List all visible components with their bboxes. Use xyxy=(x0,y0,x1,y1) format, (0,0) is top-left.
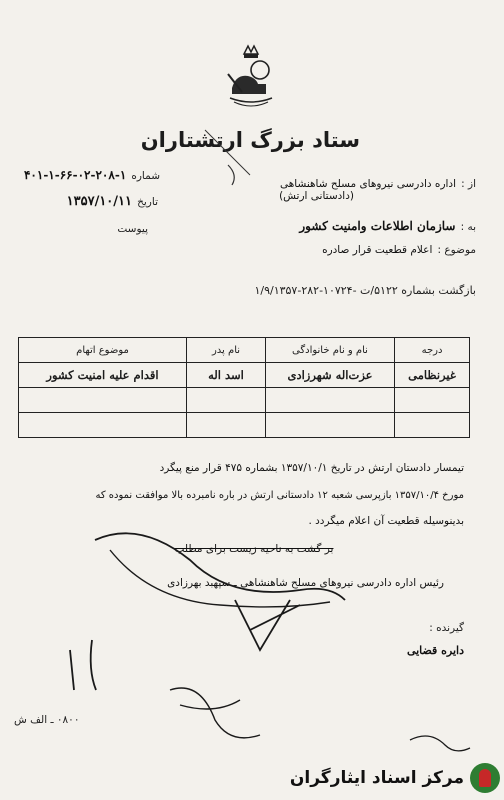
recipient-label: گیرنده : xyxy=(429,622,464,634)
table-cell-father: اسد اله xyxy=(187,363,266,388)
archive-flame-icon xyxy=(470,763,500,793)
subject-label: موضوع : xyxy=(437,244,476,256)
subject-line xyxy=(316,238,476,257)
reference-line: بازگشت بشماره ۵۱۲۲/ت -۱۰۷۲۴-۲۸۲-۱/۹/۱۳۵۷ xyxy=(254,284,476,297)
signer-title: رئیس اداره دادرسی نیروهای مسلح شاهنشاهی ـ سپهبد بهرزادی xyxy=(167,577,444,589)
date-label: تاریخ xyxy=(137,196,158,208)
table-cell-rank: غیرنظامی xyxy=(395,363,470,388)
number-label: شماره xyxy=(131,170,160,182)
table-row xyxy=(19,413,470,438)
letter-date xyxy=(58,190,158,209)
attachment-label: پیوست xyxy=(117,223,148,235)
table-row xyxy=(19,363,470,388)
lion-and-sun-emblem-icon xyxy=(222,44,280,110)
from-sub: (دادستانی ارتش) xyxy=(279,190,354,202)
subject-value: اعلام قطعیت قرار صادره xyxy=(322,244,433,256)
to-line xyxy=(286,215,476,234)
brand-logo xyxy=(290,760,500,796)
table-row xyxy=(19,388,470,413)
body-line-1: تیمسار دادستان ارتش در تاریخ ۱۳۵۷/۱۰/۱ بشماره ۴۷۵ قرار منع پیگرد xyxy=(159,462,464,474)
table-header: درجه xyxy=(395,338,470,363)
to-value: سازمان اطلاعات وامنیت کشور xyxy=(299,219,456,233)
organization-title: ستاد بزرگ ارتشتاران xyxy=(140,128,360,152)
body-line-2: مورخ ۱۳۵۷/۱۰/۴ بازپرسی شعبه ۱۲ دادستانی ارتش در باره نامبرده بالا موافقت نموده که xyxy=(95,490,464,501)
table-header: نام و نام خانوادگی xyxy=(266,338,395,363)
table-header-row xyxy=(19,338,470,363)
body-line-3: بدینوسیله قطعیت آن اعلام میگردد . xyxy=(308,515,464,527)
table-header: موضوع اتهام xyxy=(19,338,187,363)
recipient-value: دایره قضایی xyxy=(406,644,464,657)
table-cell-name: عزت‌اله شهرزادی xyxy=(266,363,395,388)
letter-number xyxy=(23,164,160,183)
table-cell-charge: اقدام علیه امنیت کشور xyxy=(19,363,187,388)
number-value: ۱-۲۰۸-۰۲-۶۶-۱-۴۰۱ xyxy=(23,168,127,182)
date-value: ۱۳۵۷/۱۰/۱۱ xyxy=(66,194,132,209)
accused-table xyxy=(18,337,470,438)
brand-logo-text: مرکز اسناد ایثارگران xyxy=(289,768,464,788)
to-label: به : xyxy=(460,221,476,233)
table-header: نام پدر xyxy=(187,338,266,363)
from-value: اداره دادرسی نیروهای مسلح شاهنشاهی xyxy=(279,178,457,190)
struck-note: بر گشت به ناحیه زیست برای مطلب xyxy=(174,543,334,555)
from-line xyxy=(256,172,476,191)
from-label: از : xyxy=(461,178,476,190)
footer-code: ۰۸۰۰ ـ الف ش xyxy=(14,714,80,726)
